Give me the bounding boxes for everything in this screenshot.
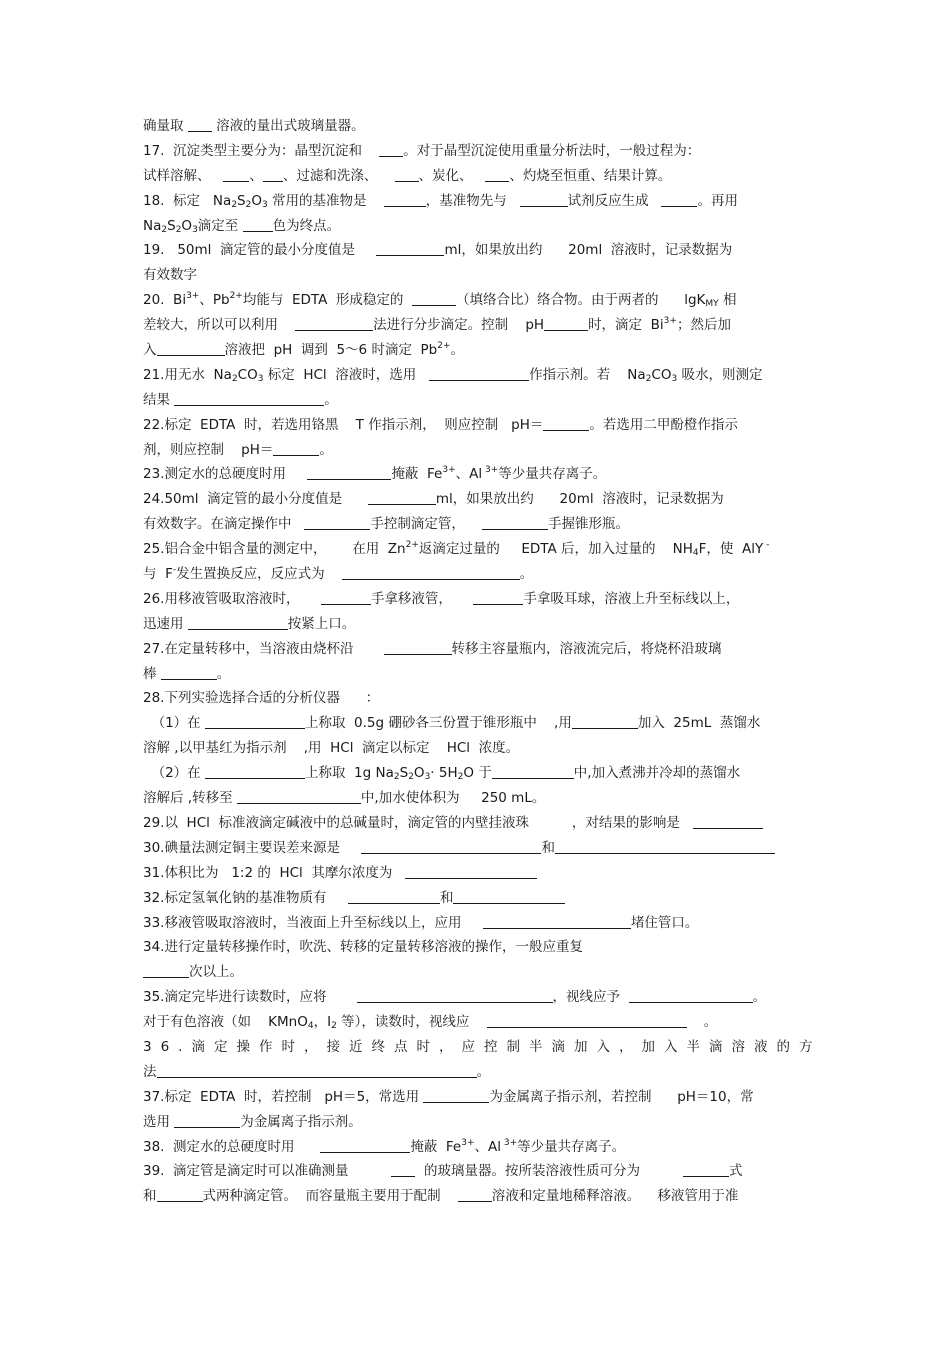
text-run: 和 — [143, 1188, 157, 1205]
text-run: （2）在 — [143, 765, 205, 782]
text-line — [143, 288, 808, 313]
text-line — [143, 214, 808, 239]
subscript: 2 — [231, 373, 238, 384]
text-run: ，基准物先与 — [425, 192, 520, 209]
text-line — [143, 711, 808, 736]
subscript: MY — [705, 299, 719, 310]
subscript: 3 — [671, 373, 678, 384]
text-run: 35.滴定完毕进行读数时，应将 — [143, 989, 357, 1006]
text-run: 25.铝合金中铝含量的测定中， 在用 Zn — [143, 541, 406, 558]
text-run: 发生置换反应，反应式为 — [176, 566, 342, 583]
text-line — [143, 1085, 808, 1110]
answer-blank[interactable] — [223, 167, 249, 182]
text-line — [143, 1159, 808, 1184]
answer-blank[interactable] — [368, 490, 436, 505]
text-run: 。 — [752, 989, 767, 1006]
text-run: 36.滴定操作时，接近终点时，应控制半滴加入，加入半滴溶液的方 — [143, 1038, 822, 1055]
text-line — [143, 164, 808, 189]
text-run: 22.标定 EDTA 时，若选用铬黑 T 作指示剂， 则应控制 pH＝ — [143, 416, 544, 433]
text-run: 有效数字 — [143, 267, 197, 284]
text-line — [143, 1184, 808, 1209]
text-run: 作指示剂。若 Na — [529, 366, 646, 383]
answer-blank[interactable] — [693, 814, 763, 829]
answer-blank[interactable] — [395, 167, 419, 182]
text-run: 试样溶解、 — [143, 167, 224, 184]
answer-blank[interactable] — [482, 515, 548, 530]
superscript: 3+ — [186, 291, 200, 302]
text-run: 掩蔽 Fe — [410, 1138, 462, 1155]
subscript: 2 — [175, 224, 182, 235]
text-run: 法 — [143, 1063, 157, 1080]
text-run: 。对于晶型沉淀使用重量分析法时，一般过程为： — [403, 142, 701, 159]
text-run: 相 — [718, 292, 737, 309]
answer-blank[interactable] — [483, 914, 631, 929]
superscript: - — [172, 565, 177, 576]
text-run: 等少量共存离子。 — [517, 1138, 626, 1155]
text-run: 常用的基准物是 — [267, 192, 384, 209]
text-run: 式两种滴定管。 而容量瓶主要用于配制 — [202, 1188, 458, 1205]
text-line — [143, 1035, 822, 1060]
subscript: 3 — [257, 373, 264, 384]
text-run: ml，如果放出约 20ml 溶液时，记录数据为 — [435, 491, 724, 508]
text-line — [143, 189, 808, 214]
text-run: 上称取 1g Na — [304, 765, 394, 782]
text-run: 按紧上口。 — [287, 615, 356, 632]
answer-blank[interactable] — [391, 1162, 415, 1177]
text-run: 法进行分步滴定。控制 pH — [373, 317, 545, 334]
subscript: 2 — [393, 772, 400, 783]
text-run: 和 — [439, 889, 454, 906]
answer-blank[interactable] — [555, 839, 775, 854]
text-line — [143, 438, 808, 463]
text-run: 上称取 0.5g 硼砂各三份置于锥形瓶中 ,用 — [304, 715, 572, 732]
text-run: 掩蔽 Fe — [391, 466, 443, 483]
text-run: ；然后加 — [676, 317, 731, 334]
answer-blank[interactable] — [157, 341, 225, 356]
text-line — [143, 388, 808, 413]
text-run: 34.进行定量转移操作时，吹洗、转移的定量转移溶液的操作，一般应重复 — [143, 939, 583, 956]
text-run: 时，滴定 Bi — [588, 317, 664, 334]
answer-blank[interactable] — [263, 167, 283, 182]
text-run: 溶解 ,以甲基红为指示剂 ,用 HCl 滴定以标定 HCl 浓度。 — [143, 740, 520, 757]
text-line — [143, 662, 808, 687]
answer-blank[interactable] — [661, 192, 697, 207]
text-run: 标定 HCl 溶液时，选用 — [263, 366, 430, 383]
text-line — [143, 985, 808, 1010]
text-line — [143, 612, 808, 637]
superscript: 2+ — [405, 540, 419, 551]
answer-blank[interactable] — [423, 1088, 489, 1103]
answer-blank[interactable] — [188, 615, 288, 630]
text-run: 29.以 HCl 标准液滴定碱液中的总碱量时，滴定管的内壁挂液珠 ，对结果的影响是 — [143, 814, 693, 831]
text-run: ，视线应予 — [552, 989, 629, 1006]
text-run: 与 F — [143, 566, 173, 583]
text-line — [143, 911, 808, 936]
text-run: 。 — [450, 342, 465, 359]
text-run: 37.标定 EDTA 时，若控制 pH＝5，常选用 — [143, 1088, 424, 1105]
text-run: 色为终点。 — [272, 217, 341, 234]
text-run: 。 — [686, 1014, 718, 1031]
subscript: 4 — [307, 1021, 314, 1032]
text-line — [143, 139, 808, 164]
subscript: 4 — [692, 548, 699, 559]
text-run: CO — [237, 366, 258, 383]
text-line — [143, 313, 808, 338]
text-run: 26.用移液管吸取溶液时， — [143, 590, 321, 607]
text-line — [143, 462, 808, 487]
text-line — [143, 1010, 808, 1035]
text-run: 27.在定量转移中，当溶液由烧杯沿 — [143, 640, 384, 657]
subscript: 2 — [645, 373, 652, 384]
text-run: 次以上。 — [189, 964, 243, 981]
text-run: 中,加入煮沸并冷却的蒸馏水 — [573, 765, 741, 782]
text-run: 入 — [143, 342, 157, 359]
subscript: 2 — [408, 772, 414, 783]
text-run: 24.50ml 滴定管的最小分度值是 — [143, 491, 368, 508]
text-run: S — [237, 192, 246, 209]
text-run: 溶解后 ,转移至 — [143, 790, 237, 807]
text-run: O — [251, 192, 262, 209]
text-run: 手拿移液管， — [370, 590, 474, 607]
answer-blank[interactable] — [485, 167, 509, 182]
superscript: 3+ — [442, 465, 456, 476]
answer-blank[interactable] — [174, 1113, 240, 1128]
text-run: 转移主容量瓶内，溶液流完后，将烧杯沿玻璃 — [451, 640, 722, 657]
answer-blank[interactable] — [307, 465, 391, 480]
subscript: 3 — [424, 772, 431, 783]
text-run: 手拿吸耳球，溶液上升至标线以上， — [523, 590, 740, 607]
text-run: O — [181, 217, 193, 234]
answer-blank[interactable] — [429, 366, 529, 381]
answer-blank[interactable] — [412, 291, 456, 306]
answer-blank[interactable] — [143, 963, 189, 978]
text-line — [143, 114, 808, 139]
text-run: 。 — [519, 566, 534, 583]
answer-blank[interactable] — [304, 515, 370, 530]
answer-blank[interactable] — [629, 988, 753, 1003]
text-run: 剂，则应控制 pH＝ — [143, 441, 274, 458]
text-run: 结果 — [143, 391, 175, 408]
text-line — [143, 263, 808, 288]
text-line — [143, 786, 808, 811]
text-line — [143, 836, 808, 861]
text-run: 、 — [249, 167, 263, 184]
text-run: 确量取 — [143, 118, 188, 134]
text-line — [143, 238, 808, 263]
text-run: 返滴定过量的 EDTA 后，加入过量的 NH — [418, 541, 693, 558]
answer-blank[interactable] — [487, 1013, 687, 1028]
answer-blank[interactable] — [376, 241, 444, 256]
text-run: · 5H — [430, 765, 458, 782]
text-line — [143, 886, 808, 911]
answer-blank[interactable] — [458, 1187, 492, 1202]
subscript: 3 — [262, 199, 268, 210]
text-run: 等），读数时，视线应 — [336, 1014, 487, 1031]
answer-blank[interactable] — [295, 316, 373, 331]
superscript: 3+ — [663, 316, 677, 327]
text-run: 、灼烧至恒重、结果计算。 — [509, 167, 672, 184]
text-run: 式 — [728, 1163, 743, 1180]
text-line — [143, 761, 808, 786]
text-run: 的玻璃量器。按所装溶液性质可分为 — [415, 1163, 683, 1180]
text-run: 、炭化、 — [418, 167, 486, 184]
text-run: 17. 沉淀类型主要分为：晶型沉淀和 — [143, 142, 380, 159]
text-run: 、Al — [455, 466, 483, 483]
text-run: 溶液的量出式玻璃量器。 — [211, 118, 365, 134]
text-run: 、过滤和洗涤、 — [282, 167, 395, 184]
answer-blank[interactable] — [161, 665, 217, 680]
text-line — [143, 537, 808, 562]
answer-blank[interactable] — [361, 839, 541, 854]
text-line — [143, 637, 808, 662]
text-line — [143, 587, 808, 612]
text-line — [143, 1110, 808, 1135]
subscript: 2 — [231, 199, 238, 210]
answer-blank[interactable] — [520, 192, 568, 207]
text-run: 32.标定氢氧化钠的基准物质有 — [143, 889, 348, 906]
text-run: 。 — [216, 665, 231, 682]
subscript: 2 — [331, 1021, 337, 1032]
text-run: 。 — [476, 1063, 490, 1080]
answer-blank[interactable] — [544, 316, 588, 331]
text-run: S — [399, 765, 409, 782]
text-run: 吸水，则测定 — [677, 366, 763, 383]
subscript: 2 — [245, 199, 252, 210]
text-line — [143, 861, 808, 886]
text-run: 选用 — [143, 1113, 175, 1130]
answer-blank[interactable] — [174, 391, 324, 406]
text-run: 手握锥形瓶。 — [548, 516, 630, 533]
text-run: 30.碘量法测定铜主要误差来源是 — [143, 839, 362, 856]
text-line — [143, 736, 808, 761]
subscript: 3 — [192, 224, 198, 235]
text-run: 。再用 — [697, 192, 738, 209]
text-run: 39. 滴定管是滴定时可以准确测量 — [143, 1163, 392, 1180]
text-line — [143, 363, 808, 388]
answer-blank[interactable] — [205, 714, 305, 729]
answer-blank[interactable] — [384, 640, 452, 655]
text-run: 。 — [319, 441, 333, 458]
superscript: 3+ — [501, 1137, 518, 1148]
text-line — [143, 686, 808, 711]
text-run: 19. 50ml 滴定管的最小分度值是 — [143, 242, 377, 259]
answer-blank[interactable] — [473, 590, 523, 605]
text-run: 33.移液管吸取溶液时，当液面上升至标线以上，应用 — [143, 914, 483, 931]
text-run: ，I — [313, 1014, 332, 1031]
answer-blank[interactable] — [342, 565, 520, 580]
text-line — [143, 960, 808, 985]
subscript: 2 — [161, 224, 168, 235]
text-run: 堵住管口。 — [630, 914, 699, 931]
text-run: （1）在 — [143, 715, 205, 732]
answer-blank[interactable] — [572, 714, 638, 729]
text-line — [143, 487, 808, 512]
superscript: 2+ — [437, 341, 451, 352]
answer-blank[interactable] — [543, 416, 589, 431]
answer-blank[interactable] — [357, 988, 553, 1003]
text-line — [143, 338, 808, 363]
text-run: F，使 AlY — [698, 541, 764, 558]
text-run: 迅速用 — [143, 615, 188, 632]
answer-blank[interactable] — [405, 864, 537, 879]
text-run: O 于 — [463, 765, 492, 782]
text-run: 溶液把 pH 调到 5～6 时滴定 Pb — [224, 342, 438, 359]
text-line — [143, 811, 808, 836]
text-run: 棒 — [143, 665, 161, 682]
text-run: 、Al — [474, 1138, 502, 1155]
text-run: 差较大，所以可以利用 — [143, 317, 296, 334]
text-line — [143, 413, 808, 438]
text-run: Na — [143, 217, 162, 234]
text-run: 中,加水使体积为 250 mL。 — [360, 790, 546, 807]
exercise-page — [143, 114, 822, 1209]
text-run: 为金属离子指示剂。 — [240, 1113, 362, 1130]
answer-blank[interactable] — [157, 1187, 203, 1202]
text-run: 和 — [541, 839, 555, 856]
text-run: S — [167, 217, 176, 234]
text-run: O — [413, 765, 425, 782]
text-run: 滴定至 — [197, 217, 243, 234]
superscript: - — [763, 540, 770, 551]
text-line — [143, 562, 808, 587]
text-run: 加入 25mL 蒸馏水 — [637, 715, 761, 732]
answer-blank[interactable] — [379, 142, 403, 157]
answer-blank[interactable] — [273, 441, 319, 456]
text-run: 、Pb — [199, 292, 230, 309]
answer-blank[interactable] — [348, 889, 440, 904]
text-run: 有效数字。在滴定操作中 — [143, 516, 305, 533]
answer-blank[interactable] — [384, 192, 426, 207]
text-run: 溶液和定量地稀释溶液。 移液管用于准 — [491, 1188, 739, 1205]
answer-blank[interactable] — [321, 590, 371, 605]
text-run: 31.体积比为 1:2 的 HCl 其摩尔浓度为 — [143, 864, 406, 881]
answer-blank[interactable] — [683, 1162, 729, 1177]
answer-blank[interactable] — [157, 1063, 477, 1078]
text-line — [143, 1135, 808, 1160]
answer-blank[interactable] — [320, 1138, 410, 1153]
superscript: 3+ — [482, 465, 499, 476]
text-run: 等少量共存离子。 — [498, 466, 607, 483]
text-run: 20. Bi — [143, 292, 187, 309]
superscript: 2+ — [229, 291, 243, 302]
text-run: 试剂反应生成 — [567, 192, 662, 209]
superscript: 3+ — [461, 1137, 475, 1148]
text-run: 均能与 EDTA 形成稳定的 — [242, 292, 412, 309]
answer-blank[interactable] — [237, 789, 361, 804]
text-run: 28.下列实验选择合适的分析仪器 ： — [143, 690, 380, 707]
text-run: 对于有色溶液（如 KMnO — [143, 1014, 308, 1031]
text-run: 。若选用二甲酚橙作指示 — [589, 416, 738, 433]
text-run: 38. 测定水的总硬度时用 — [143, 1138, 321, 1155]
answer-blank[interactable] — [205, 764, 305, 779]
text-line — [143, 935, 808, 960]
text-line — [143, 1060, 808, 1085]
text-run: （填络合比）络合物。由于两者的 lgK — [455, 292, 706, 309]
text-run: 18. 标定 Na — [143, 192, 232, 209]
answer-blank[interactable] — [188, 117, 212, 132]
text-run: 21.用无水 Na — [143, 366, 232, 383]
answer-blank[interactable] — [243, 217, 273, 232]
answer-blank[interactable] — [492, 764, 574, 779]
text-run: 。 — [324, 391, 338, 408]
text-line — [143, 512, 808, 537]
subscript: 2 — [457, 772, 464, 783]
answer-blank[interactable] — [453, 889, 565, 904]
text-run: ml，如果放出约 20ml 溶液时，记录数据为 — [444, 242, 733, 259]
text-run: 为金属离子指示剂，若控制 pH＝10，常 — [489, 1088, 754, 1105]
text-run: 手控制滴定管， — [370, 516, 483, 533]
text-run: 23.测定水的总硬度时用 — [143, 466, 308, 483]
text-run: CO — [651, 366, 672, 383]
